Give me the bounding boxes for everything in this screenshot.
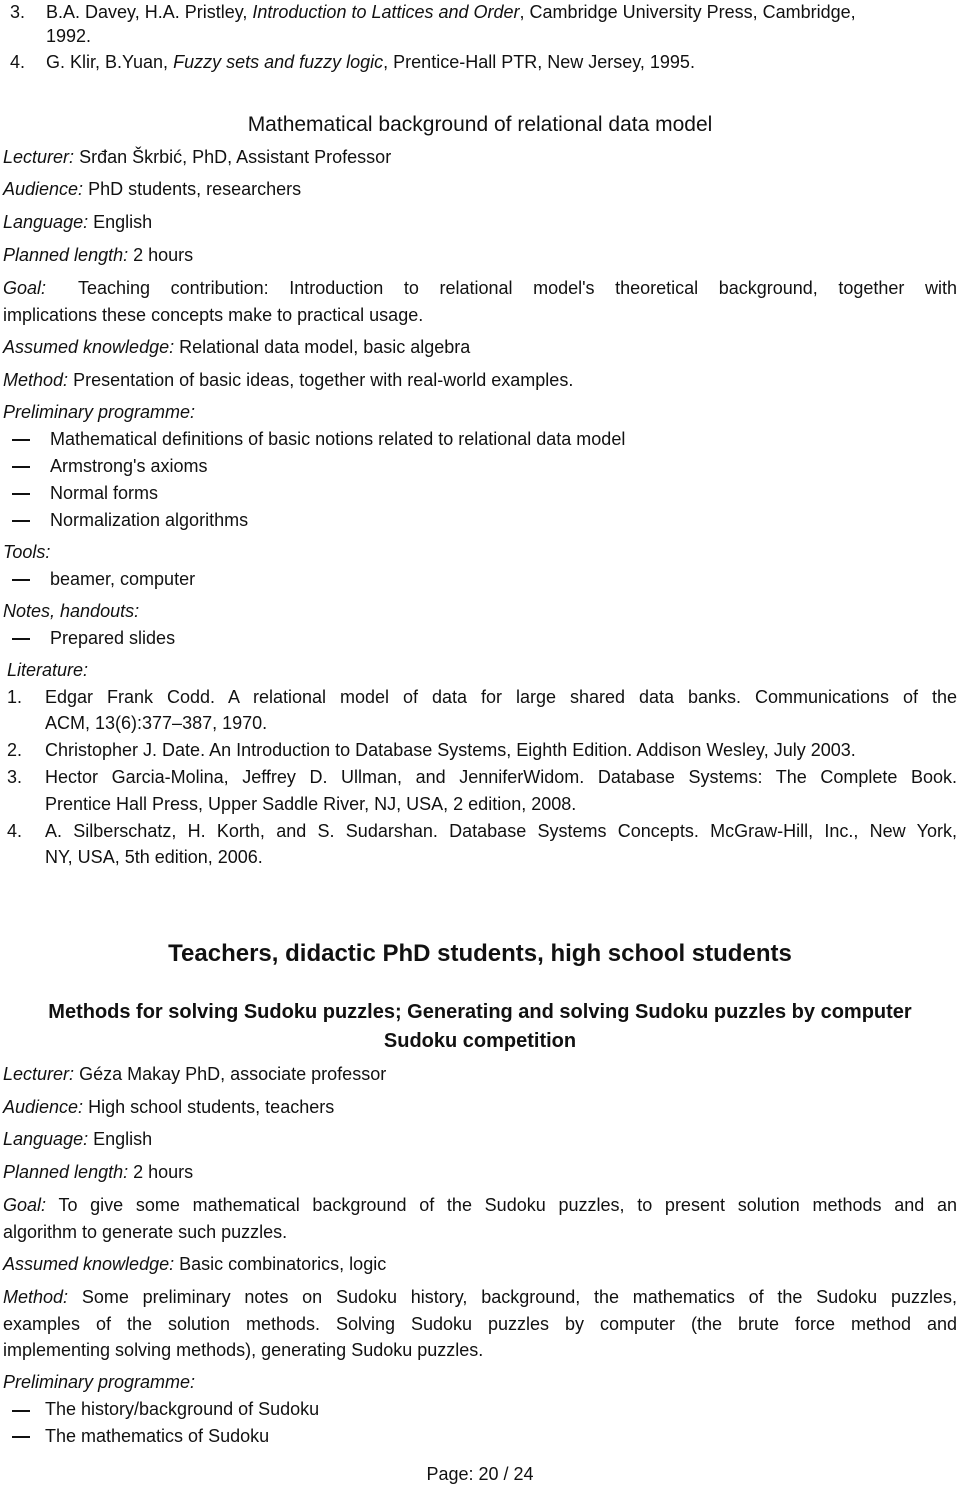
lecturer-value: Géza Makay PhD, associate professor bbox=[79, 1064, 387, 1084]
dash-bullet bbox=[12, 1410, 30, 1412]
notes-item: Prepared slides bbox=[50, 628, 176, 648]
literature-line: ACM, 13(6):377–387, 1970. bbox=[45, 713, 268, 733]
goal-line-1: Goal: To give some mathematical background of the Sudoku puzzles, to present solution methods and an bbox=[3, 1195, 957, 1215]
programme-item: The history/background of Sudoku bbox=[45, 1399, 320, 1419]
knowledge-row bbox=[3, 1255, 386, 1273]
goal-line-2: algorithm to generate such puzzles. bbox=[3, 1222, 288, 1242]
programme-item: Armstrong's axioms bbox=[50, 456, 208, 476]
method-value: Presentation of basic ideas, together with real-world examples. bbox=[73, 370, 574, 390]
course-title: Mathematical background of relational data model bbox=[247, 113, 713, 136]
lecturer-row bbox=[3, 148, 391, 166]
dash-bullet bbox=[12, 439, 30, 441]
goal-label: Goal: bbox=[3, 1195, 47, 1215]
literature-line: A. Silberschatz, H. Korth, and S. Sudarshan. Database Systems Concepts. McGraw-Hill, Inc., New York, bbox=[45, 821, 957, 841]
dash-bullet bbox=[12, 1436, 30, 1438]
method-line-3: implementing solving methods), generating Sudoku puzzles. bbox=[3, 1340, 484, 1360]
page-number: Page: 20 / 24 bbox=[426, 1464, 534, 1484]
top-ref-4-text: G. Klir, B.Yuan, Fuzzy sets and fuzzy logic, Prentice-Hall PTR, New Jersey, 1995. bbox=[46, 52, 695, 72]
language-row bbox=[3, 213, 152, 231]
goal-label: Goal: bbox=[3, 278, 47, 298]
literature-line: Edgar Frank Codd. A relational model of data for large shared data banks. Communications of the bbox=[45, 687, 957, 707]
length-label: Planned length: bbox=[3, 1162, 129, 1182]
audience-value: PhD students, researchers bbox=[88, 179, 302, 199]
literature-line: Prentice Hall Press, Upper Saddle River, NJ, USA, 2 edition, 2008. bbox=[45, 794, 577, 814]
language-value: English bbox=[93, 1129, 153, 1149]
audience-label: Audience: bbox=[3, 1097, 84, 1117]
language-label: Language: bbox=[3, 212, 89, 232]
literature-number: 1. bbox=[7, 687, 23, 707]
literature-line: NY, USA, 5th edition, 2006. bbox=[45, 847, 263, 867]
knowledge-label: Assumed knowledge: bbox=[3, 337, 175, 357]
dash-bullet bbox=[12, 520, 30, 522]
length-value: 2 hours bbox=[133, 1162, 194, 1182]
literature-line: Christopher J. Date. An Introduction to Database Systems, Eighth Edition. Addison Wesley, July 2003. bbox=[45, 740, 856, 760]
method-line-2: examples of the solution methods. Solving Sudoku puzzles by computer (the brute force method and bbox=[3, 1314, 957, 1334]
knowledge-label: Assumed knowledge: bbox=[3, 1254, 175, 1274]
section-heading: Teachers, didactic PhD students, high school students bbox=[168, 940, 792, 967]
audience-row bbox=[3, 180, 301, 198]
method-line-1: Method: Some preliminary notes on Sudoku history, background, the mathematics of the Sudoku puzzles, bbox=[3, 1287, 957, 1307]
length-label: Planned length: bbox=[3, 245, 129, 265]
audience-label: Audience: bbox=[3, 179, 84, 199]
length-value: 2 hours bbox=[133, 245, 194, 265]
literature-line: Hector Garcia-Molina, Jeffrey D. Ullman, and JenniferWidom. Database Systems: The Complete Book. bbox=[45, 767, 957, 787]
tools-item: beamer, computer bbox=[50, 569, 196, 589]
programme-item: Normalization algorithms bbox=[50, 510, 249, 530]
course-title: Methods for solving Sudoku puzzles; Generating and solving Sudoku puzzles by computer bbox=[48, 1001, 912, 1023]
length-row bbox=[3, 246, 193, 264]
programme-label: Preliminary programme: bbox=[3, 402, 196, 422]
language-value: English bbox=[93, 212, 153, 232]
literature-number: 3. bbox=[7, 767, 23, 787]
length-row bbox=[3, 1163, 193, 1181]
knowledge-value: Basic combinatorics, logic bbox=[179, 1254, 387, 1274]
audience-row bbox=[3, 1098, 334, 1116]
audience-value: High school students, teachers bbox=[88, 1097, 335, 1117]
goal-line-2: implications these concepts make to practical usage. bbox=[3, 305, 424, 325]
language-label: Language: bbox=[3, 1129, 89, 1149]
top-ref-4-number: 4. bbox=[10, 52, 26, 72]
lecturer-label: Lecturer: bbox=[3, 1064, 75, 1084]
dash-bullet bbox=[12, 493, 30, 495]
method-row bbox=[3, 371, 573, 389]
programme-item: The mathematics of Sudoku bbox=[45, 1426, 270, 1446]
programme-item: Normal forms bbox=[50, 483, 159, 503]
literature-number: 4. bbox=[7, 821, 23, 841]
lecturer-label: Lecturer: bbox=[3, 147, 75, 167]
dash-bullet bbox=[12, 638, 30, 640]
knowledge-row bbox=[3, 338, 470, 356]
lecturer-row bbox=[3, 1065, 386, 1083]
method-label: Method: bbox=[3, 370, 69, 390]
dash-bullet bbox=[12, 466, 30, 468]
literature-label: Literature: bbox=[7, 660, 89, 680]
knowledge-value: Relational data model, basic algebra bbox=[179, 337, 471, 357]
notes-label: Notes, handouts: bbox=[3, 601, 140, 621]
programme-item: Mathematical definitions of basic notions related to relational data model bbox=[50, 429, 626, 449]
top-ref-3-number: 3. bbox=[10, 2, 26, 22]
top-ref-3-continuation: 1992. bbox=[46, 26, 92, 46]
programme-label: Preliminary programme: bbox=[3, 1372, 196, 1392]
course-title-line-2: Sudoku competition bbox=[383, 1030, 577, 1052]
tools-label: Tools: bbox=[3, 542, 51, 562]
top-ref-3-text: B.A. Davey, H.A. Pristley, Introduction to Lattices and Order, Cambridge University Press, Cambridge, bbox=[46, 2, 856, 22]
language-row bbox=[3, 1130, 152, 1148]
literature-number: 2. bbox=[7, 740, 23, 760]
lecturer-value: Srđan Škrbić, PhD, Assistant Professor bbox=[79, 147, 392, 167]
goal-line-1: Teaching contribution: Introduction to relational model's theoretical background, together with bbox=[78, 278, 957, 298]
method-label: Method: bbox=[3, 1287, 69, 1307]
dash-bullet bbox=[12, 579, 30, 581]
